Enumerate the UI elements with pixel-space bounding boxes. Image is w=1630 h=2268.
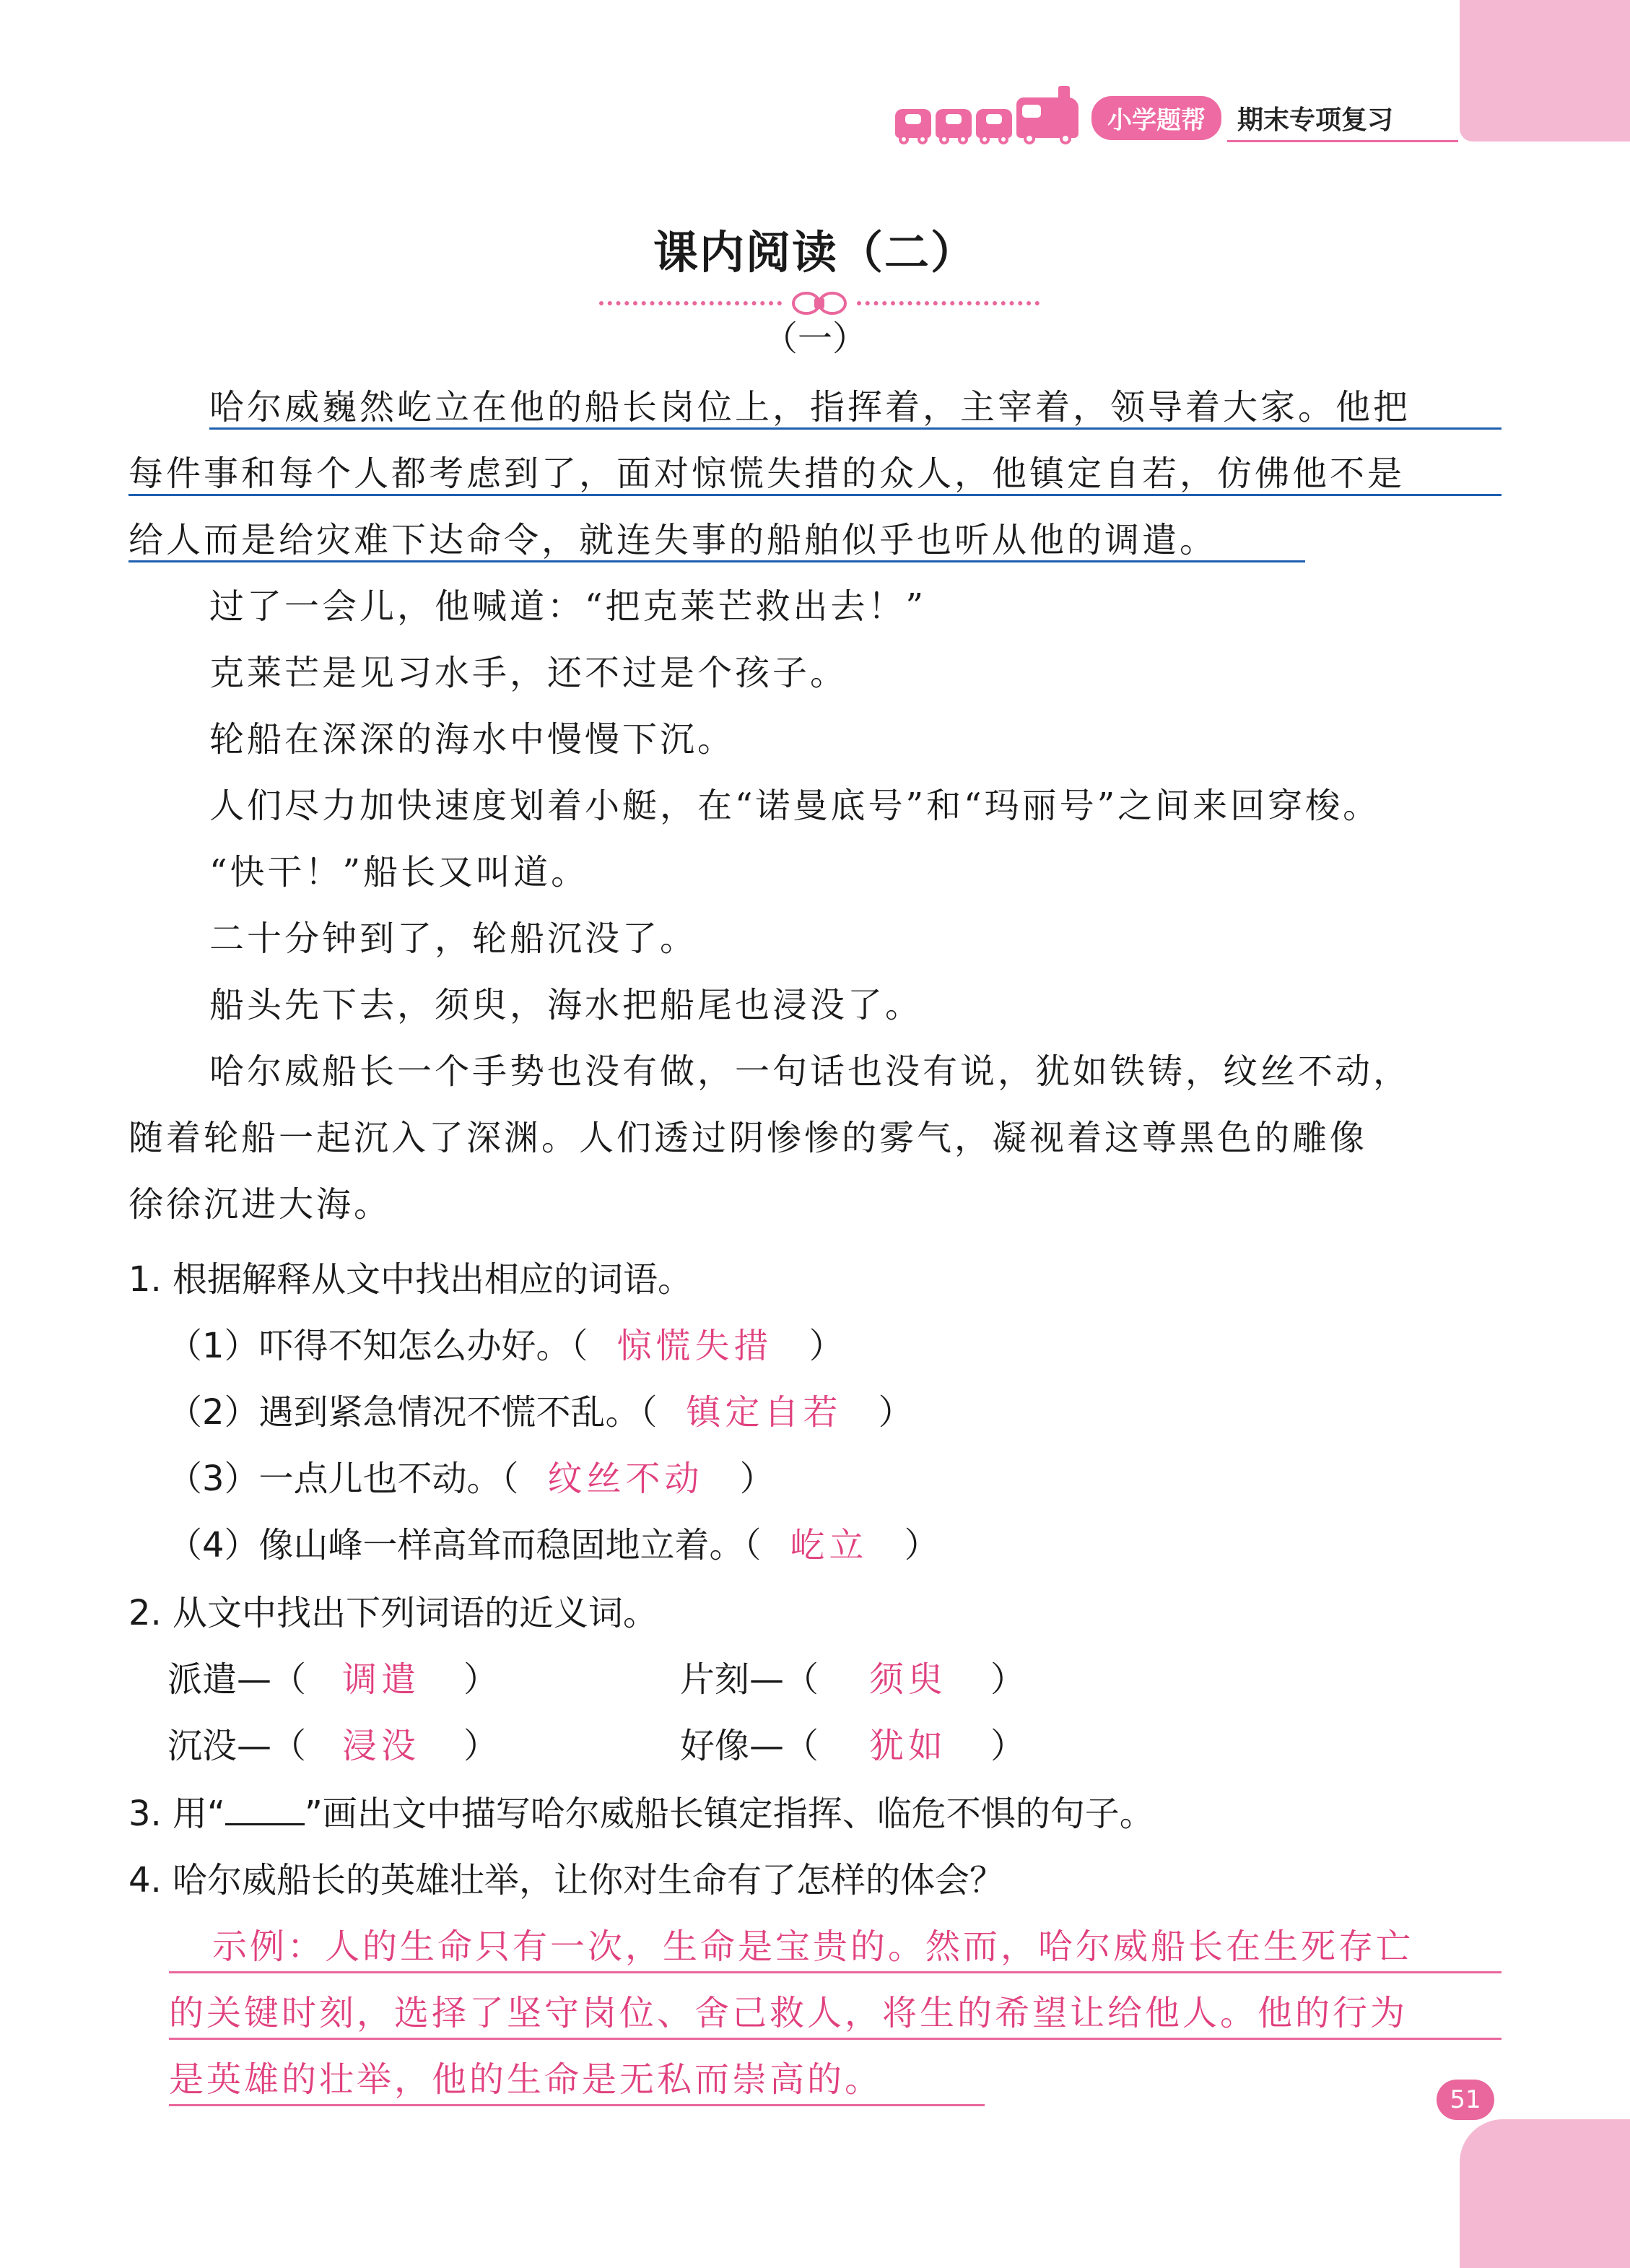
footer-tab: [1460, 2119, 1630, 2268]
train-icon: [895, 97, 1078, 138]
q4-answer-line-1: 示例：人的生命只有一次，生命是宝贵的。然而，哈尔威船长在生死存亡: [212, 1926, 1414, 1967]
passage-line-2: 每件事和每个人都考虑到了，面对惊慌失措的众人，他镇定自若，仿佛他不是: [128, 453, 1405, 494]
q2-pair-3: 沉没—（ 浸没 ）: [167, 1726, 499, 1766]
q2-answer-4: 犹如: [869, 1726, 948, 1766]
passage-line-8: “快干！”船长又叫道。: [209, 852, 589, 892]
passage-line-9: 二十分钟到了，轮船沉没了。: [209, 918, 698, 959]
q4-answer-line-3: 是英雄的壮举，他的生命是无私而崇高的。: [169, 2059, 883, 2100]
q4-answer-line-2: 的关键时刻，选择了坚守岗位、舍己救人，将生的希望让给他人。他的行为: [169, 1993, 1408, 2033]
answer-rule-3: [169, 2104, 985, 2106]
corner-tab: [1460, 0, 1630, 142]
section-label: （一）: [762, 318, 867, 359]
q2-pair-2: 片刻—（ 须臾 ）: [680, 1659, 1026, 1700]
passage-line-7: 人们尽力加快速度划着小艇，在“诺曼底号”和“玛丽号”之间来回穿梭。: [209, 786, 1381, 826]
q3-underline-2: [128, 494, 1502, 496]
q1-answer-1: 惊慌失措: [616, 1326, 773, 1366]
brand-badge: 小学题帮: [1091, 96, 1221, 140]
page-number: 51: [1437, 2080, 1494, 2120]
q1-item-1: （1）吓得不知怎么办好。（ 惊慌失措 ）: [167, 1326, 844, 1366]
passage-line-5: 克莱芒是见习水手，还不过是个孩子。: [209, 653, 848, 693]
q2-answer-3: 浸没: [342, 1726, 421, 1766]
header-divider: [1227, 140, 1458, 142]
q1-answer-3: 纹丝不动: [547, 1459, 704, 1499]
q1-prompt: 1. 根据解释从文中找出相应的词语。: [128, 1259, 693, 1300]
passage-line-10: 船头先下去，须臾，海水把船尾也浸没了。: [209, 985, 923, 1025]
q1-item-3: （3）一点儿也不动。（ 纹丝不动 ）: [167, 1459, 775, 1499]
passage-line-12: 随着轮船一起沉入了深渊。人们透过阴惨惨的雾气，凝视着这尊黑色的雕像: [128, 1118, 1368, 1158]
page-header: [895, 92, 1458, 143]
answer-rule-1: [169, 1971, 1502, 1973]
q3-underline-1: [209, 427, 1502, 430]
q2-answer-2: 须臾: [869, 1659, 948, 1700]
header-title: 期末专项复习: [1237, 105, 1394, 135]
passage-line-6: 轮船在深深的海水中慢慢下沉。: [209, 719, 736, 760]
q1-item-2: （2）遇到紧急情况不慌不乱。（ 镇定自若 ）: [167, 1392, 913, 1433]
passage-line-1: 哈尔威巍然屹立在他的船长岗位上，指挥着，主宰着，领导着大家。他把: [209, 387, 1411, 427]
passage-line-13: 徐徐沉进大海。: [128, 1184, 392, 1225]
q3-underline-3: [128, 560, 1305, 562]
q3-blank-line: [225, 1794, 305, 1825]
answer-rule-2: [169, 2038, 1502, 2040]
q1-answer-4: 屹立: [790, 1525, 868, 1565]
q4-prompt: 4. 哈尔威船长的英雄壮举，让你对生命有了怎样的体会？: [128, 1860, 1005, 1900]
passage-line-4: 过了一会儿，他喊道：“把克莱芒救出去！”: [209, 586, 927, 627]
q2-prompt: 2. 从文中找出下列词语的近义词。: [128, 1593, 658, 1633]
q1-answer-2: 镇定自若: [686, 1392, 842, 1433]
q2-pair-4: 好像—（ 犹如 ）: [680, 1726, 1026, 1766]
passage-line-11: 哈尔威船长一个手势也没有做，一句话也没有说，犹如铁铸，纹丝不动，: [209, 1051, 1411, 1092]
q1-item-4: （4）像山峰一样高耸而稳固地立着。（ 屹立 ）: [167, 1525, 939, 1565]
page-title: 课内阅读（二）: [653, 226, 977, 279]
q2-pair-1: 派遣—（ 调遣 ）: [167, 1659, 499, 1700]
q3-prompt: 3. 用“ ”画出文中描写哈尔威船长镇定指挥、临危不惧的句子。: [128, 1794, 1154, 1834]
passage-line-3: 给人而是给灾难下达命令，就连失事的船舶似乎也听从他的调遣。: [128, 520, 1218, 560]
q2-answer-1: 调遣: [342, 1659, 421, 1700]
